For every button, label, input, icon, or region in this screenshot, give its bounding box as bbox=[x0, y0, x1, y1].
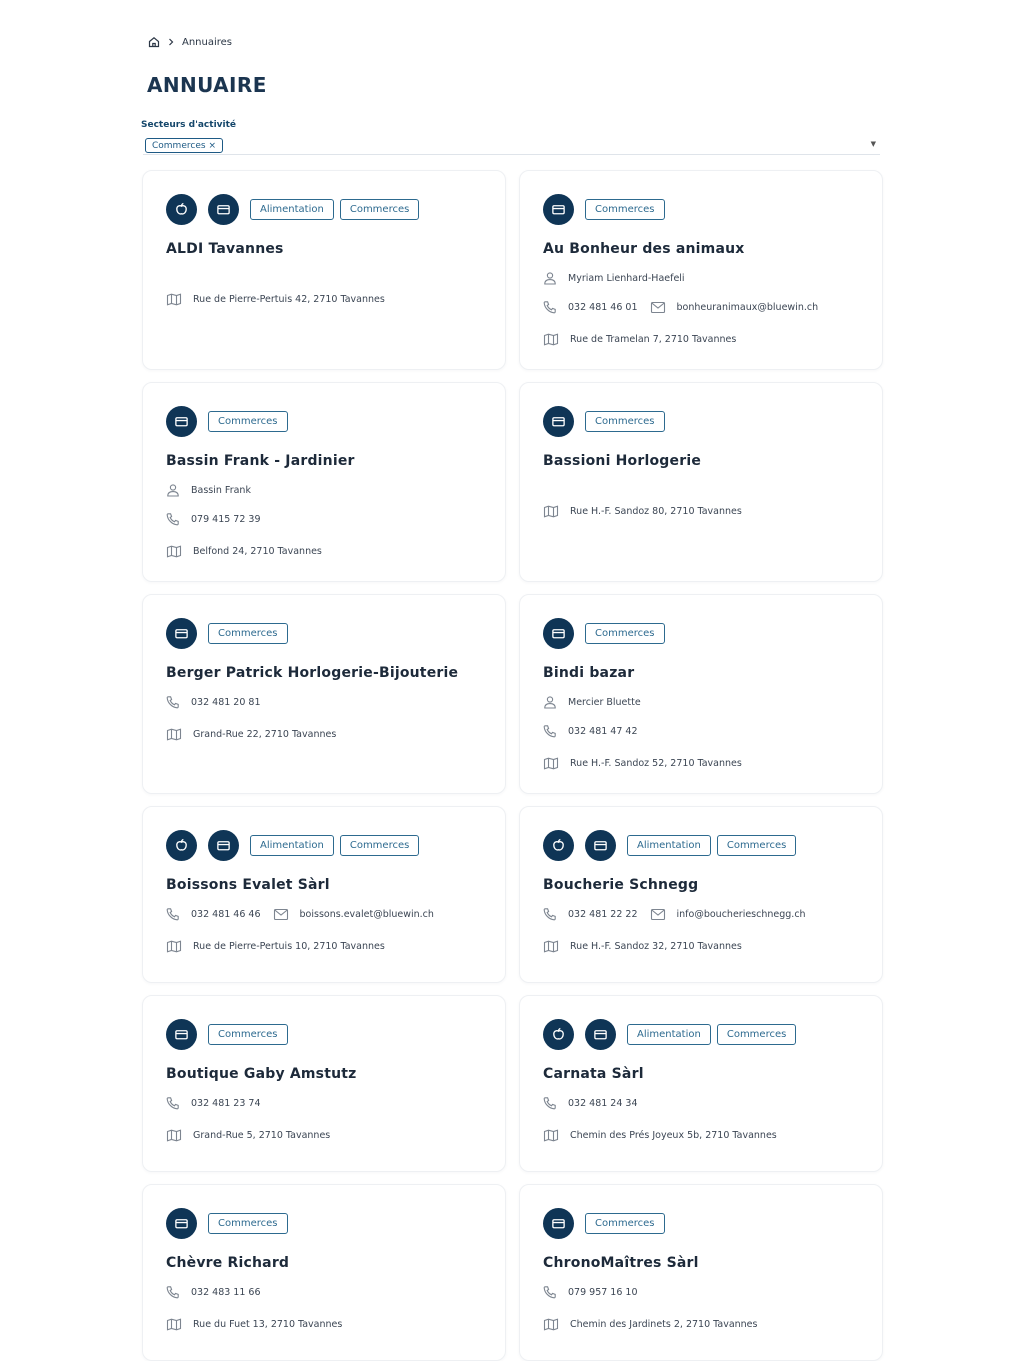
credit-card-icon bbox=[166, 1208, 197, 1239]
card-title[interactable]: Bindi bazar bbox=[543, 665, 635, 681]
category-tag[interactable]: Commerces bbox=[208, 623, 288, 644]
address-row bbox=[543, 331, 736, 347]
phone-number[interactable]: 079 957 16 10 bbox=[568, 1286, 638, 1298]
credit-card-icon bbox=[543, 618, 574, 649]
contact-person-row bbox=[543, 270, 685, 286]
directory-card[interactable] bbox=[142, 1184, 506, 1361]
card-title[interactable]: Boutique Gaby Amstutz bbox=[166, 1066, 357, 1082]
contact-person: Mercier Bluette bbox=[568, 696, 641, 708]
phone-row bbox=[166, 511, 261, 527]
map-icon bbox=[543, 505, 559, 518]
address-row bbox=[543, 755, 742, 771]
mail-icon bbox=[650, 301, 666, 314]
credit-card-icon bbox=[543, 194, 574, 225]
remove-chip-icon[interactable]: × bbox=[208, 140, 217, 151]
address: Rue de Pierre-Pertuis 42, 2710 Tavannes bbox=[193, 293, 385, 305]
card-tags bbox=[166, 1208, 294, 1239]
directory-card[interactable] bbox=[142, 594, 506, 794]
email-link[interactable]: boissons.evalet@bluewin.ch bbox=[299, 908, 434, 920]
phone-number[interactable]: 032 481 20 81 bbox=[191, 696, 261, 708]
address: Rue H.-F. Sandoz 52, 2710 Tavannes bbox=[570, 757, 742, 769]
category-tag[interactable]: Commerces bbox=[340, 199, 420, 220]
address-row bbox=[543, 938, 742, 954]
card-tags bbox=[543, 618, 671, 649]
home-icon[interactable] bbox=[148, 36, 160, 48]
directory-card[interactable] bbox=[519, 995, 883, 1172]
address-row bbox=[166, 291, 385, 307]
filter-label: Secteurs d'activité bbox=[141, 120, 237, 130]
phone-icon bbox=[166, 907, 180, 921]
card-tags bbox=[166, 830, 425, 861]
map-icon bbox=[543, 1318, 559, 1331]
map-icon bbox=[166, 1318, 182, 1331]
category-tag[interactable]: Commerces bbox=[340, 835, 420, 856]
card-tags bbox=[543, 194, 671, 225]
card-title[interactable]: Bassin Frank - Jardinier bbox=[166, 453, 355, 469]
category-tag[interactable]: Commerces bbox=[585, 1213, 665, 1234]
email-link[interactable]: info@boucherieschnegg.ch bbox=[676, 908, 806, 920]
category-tag[interactable]: Commerces bbox=[208, 1024, 288, 1045]
category-tag[interactable]: Alimentation bbox=[250, 835, 334, 856]
chevron-down-icon[interactable]: ▼ bbox=[870, 140, 876, 148]
address: Grand-Rue 22, 2710 Tavannes bbox=[193, 728, 337, 740]
category-tag[interactable]: Commerces bbox=[717, 835, 797, 856]
phone-number[interactable]: 032 481 22 22 bbox=[568, 908, 638, 920]
sector-filter-select[interactable] bbox=[143, 137, 880, 155]
card-title[interactable]: Carnata Sàrl bbox=[543, 1066, 644, 1082]
mail-icon bbox=[273, 908, 289, 921]
address-row bbox=[166, 726, 336, 742]
breadcrumb bbox=[148, 35, 232, 49]
credit-card-icon bbox=[543, 1208, 574, 1239]
card-title[interactable]: Berger Patrick Horlogerie-Bijouterie bbox=[166, 665, 459, 681]
directory-card[interactable] bbox=[142, 995, 506, 1172]
card-title[interactable]: ALDI Tavannes bbox=[166, 241, 284, 257]
card-tags bbox=[543, 830, 802, 861]
address: Rue de Tramelan 7, 2710 Tavannes bbox=[570, 333, 737, 345]
credit-card-icon bbox=[543, 406, 574, 437]
card-tags bbox=[166, 618, 294, 649]
user-icon bbox=[543, 271, 557, 285]
phone-row bbox=[166, 1284, 261, 1300]
phone-icon bbox=[166, 1096, 180, 1110]
category-tag[interactable]: Commerces bbox=[585, 623, 665, 644]
address: Rue H.-F. Sandoz 80, 2710 Tavannes bbox=[570, 505, 742, 517]
credit-card-icon bbox=[166, 618, 197, 649]
address-row bbox=[166, 1316, 342, 1332]
contact-person: Bassin Frank bbox=[191, 484, 251, 496]
email-link[interactable]: bonheuranimaux@bluewin.ch bbox=[676, 301, 819, 313]
address-row bbox=[166, 543, 322, 559]
phone-row bbox=[543, 1284, 638, 1300]
map-icon bbox=[543, 333, 559, 346]
card-tags bbox=[166, 406, 294, 437]
phone-icon bbox=[543, 1285, 557, 1299]
directory-card[interactable] bbox=[142, 806, 506, 983]
apple-icon bbox=[543, 830, 574, 861]
card-title[interactable]: ChronoMaîtres Sàrl bbox=[543, 1255, 699, 1271]
card-tags bbox=[166, 1019, 294, 1050]
address-row bbox=[543, 1316, 757, 1332]
credit-card-icon bbox=[585, 830, 616, 861]
card-title[interactable]: Boucherie Schnegg bbox=[543, 877, 699, 893]
address-row bbox=[543, 503, 742, 519]
apple-icon bbox=[543, 1019, 574, 1050]
directory-card[interactable] bbox=[519, 806, 883, 983]
chevron-right-icon bbox=[168, 38, 174, 46]
category-tag[interactable]: Commerces bbox=[717, 1024, 797, 1045]
category-tag[interactable]: Commerces bbox=[585, 199, 665, 220]
filter-chip-commerces[interactable] bbox=[145, 138, 223, 153]
address: Chemin des Prés Joyeux 5b, 2710 Tavannes bbox=[570, 1129, 777, 1141]
phone-row bbox=[543, 906, 806, 922]
credit-card-icon bbox=[585, 1019, 616, 1050]
contact-person-row bbox=[166, 482, 251, 498]
user-icon bbox=[166, 483, 180, 497]
phone-row bbox=[543, 1095, 638, 1111]
card-tags bbox=[543, 1208, 671, 1239]
card-title[interactable]: Chèvre Richard bbox=[166, 1255, 290, 1271]
directory-card[interactable] bbox=[519, 382, 883, 582]
phone-row bbox=[166, 694, 261, 710]
address: Rue de Pierre-Pertuis 10, 2710 Tavannes bbox=[193, 940, 385, 952]
contact-person-row bbox=[543, 694, 641, 710]
page-title: ANNUAIRE bbox=[147, 73, 267, 97]
filter-chip-label: Commerces bbox=[152, 140, 206, 151]
phone-icon bbox=[166, 512, 180, 526]
phone-icon bbox=[543, 724, 557, 738]
category-tag[interactable]: Alimentation bbox=[627, 835, 711, 856]
address: Chemin des Jardinets 2, 2710 Tavannes bbox=[570, 1318, 758, 1330]
phone-icon bbox=[166, 695, 180, 709]
address: Rue H.-F. Sandoz 32, 2710 Tavannes bbox=[570, 940, 742, 952]
phone-number[interactable]: 032 481 46 46 bbox=[191, 908, 261, 920]
map-icon bbox=[543, 757, 559, 770]
directory-card[interactable] bbox=[519, 1184, 883, 1361]
phone-number[interactable]: 079 415 72 39 bbox=[191, 513, 261, 525]
address-row bbox=[543, 1127, 777, 1143]
phone-number[interactable]: 032 481 23 74 bbox=[191, 1097, 261, 1109]
address: Belfond 24, 2710 Tavannes bbox=[193, 545, 322, 557]
category-tag[interactable]: Alimentation bbox=[250, 199, 334, 220]
card-title[interactable]: Boissons Evalet Sàrl bbox=[166, 877, 330, 893]
address-row bbox=[166, 938, 385, 954]
credit-card-icon bbox=[208, 830, 239, 861]
card-tags bbox=[166, 194, 425, 225]
map-icon bbox=[166, 293, 182, 306]
phone-number[interactable]: 032 481 46 01 bbox=[568, 301, 638, 313]
card-title[interactable]: Au Bonheur des animaux bbox=[543, 241, 745, 257]
map-icon bbox=[166, 940, 182, 953]
phone-icon bbox=[166, 1285, 180, 1299]
map-icon bbox=[543, 940, 559, 953]
phone-row bbox=[166, 1095, 261, 1111]
phone-row bbox=[166, 906, 434, 922]
phone-icon bbox=[543, 1096, 557, 1110]
card-tags bbox=[543, 406, 671, 437]
credit-card-icon bbox=[166, 1019, 197, 1050]
phone-number[interactable]: 032 481 24 34 bbox=[568, 1097, 638, 1109]
category-tag[interactable]: Alimentation bbox=[627, 1024, 711, 1045]
mail-icon bbox=[650, 908, 666, 921]
map-icon bbox=[166, 1129, 182, 1142]
directory-grid bbox=[142, 170, 884, 1361]
card-tags bbox=[543, 1019, 802, 1050]
directory-card[interactable] bbox=[142, 382, 506, 582]
user-icon bbox=[543, 695, 557, 709]
credit-card-icon bbox=[166, 406, 197, 437]
contact-person: Myriam Lienhard-Haefeli bbox=[568, 272, 685, 284]
phone-row bbox=[543, 299, 818, 315]
breadcrumb-current[interactable]: Annuaires bbox=[182, 36, 233, 48]
phone-row bbox=[543, 723, 638, 739]
directory-card[interactable] bbox=[519, 594, 883, 794]
map-icon bbox=[166, 728, 182, 741]
map-icon bbox=[543, 1129, 559, 1142]
category-tag[interactable]: Commerces bbox=[208, 1213, 288, 1234]
category-tag[interactable]: Commerces bbox=[208, 411, 288, 432]
apple-icon bbox=[166, 194, 197, 225]
directory-card[interactable] bbox=[142, 170, 506, 370]
card-title[interactable]: Bassioni Horlogerie bbox=[543, 453, 702, 469]
apple-icon bbox=[166, 830, 197, 861]
phone-number[interactable]: 032 481 47 42 bbox=[568, 725, 638, 737]
phone-number[interactable]: 032 483 11 66 bbox=[191, 1286, 261, 1298]
credit-card-icon bbox=[208, 194, 239, 225]
address: Rue du Fuet 13, 2710 Tavannes bbox=[193, 1318, 343, 1330]
directory-card[interactable] bbox=[519, 170, 883, 370]
category-tag[interactable]: Commerces bbox=[585, 411, 665, 432]
phone-icon bbox=[543, 300, 557, 314]
address-row bbox=[166, 1127, 330, 1143]
phone-icon bbox=[543, 907, 557, 921]
address: Grand-Rue 5, 2710 Tavannes bbox=[193, 1129, 331, 1141]
map-icon bbox=[166, 545, 182, 558]
